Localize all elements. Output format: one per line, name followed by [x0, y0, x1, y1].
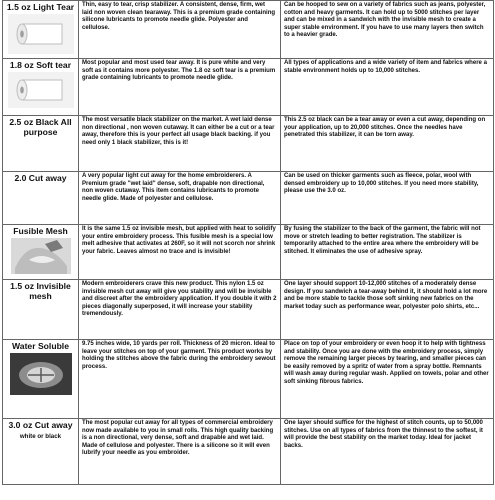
description-cell: Modern embroiderers crave this new product. This nylon 1.5 oz invisible mesh cut away will give you stability and will be invisible and discreet after the embroidery application. If you double it with 2 pieces diagonally superposed, it will increase your stability tremendously. — [79, 280, 281, 340]
product-name: 1.5 oz Light Tear — [6, 2, 75, 12]
uses-cell: All types of applications and a wide variety of item and fabrics where a stable environment holds up to 10,000 stitches. — [281, 59, 494, 116]
product-name: 3.0 oz Cut away — [8, 420, 73, 430]
table-row — [3, 340, 494, 419]
table-row — [3, 1, 494, 59]
stabilizer-table — [2, 0, 494, 485]
product-cell — [3, 172, 79, 225]
uses-cell: One layer should support 10-12,000 stitches of a moderately dense design. If you sandwich a tear-away behind it, it should hold a lot more and be more stable to tackle those soft sinking new fabrics on the market today such as performance wear, polyester polo shirts, etc... — [281, 280, 494, 340]
description-cell: The most versatile black stabilizer on the market. A wet laid dense non directional , non woven cutaway. It can either be a cut or a tear away, therefore this is your perfect all usage black backing. if you need only 1 black stabilizer, this is it! — [79, 116, 281, 172]
table-row — [3, 225, 494, 280]
description-cell: The most popular cut away for all types of commercial embroidery now made available to you in small rolls. This high quality backing is a non directional, very dense, soft and drapable and wet laid. Made of cellulose and polyester. There is a silicone so it will even lubrify your needle as you embroider. — [79, 419, 281, 485]
product-subtitle: white or black — [19, 433, 62, 440]
product-name: 2.0 Cut away — [14, 173, 67, 183]
table-row — [3, 419, 494, 485]
description-cell: It is the same 1.5 oz invisible mesh, but applied with heat to solidify your entire embroidery process. This fusible mesh is a special low melt adhesive that activates at 260F, so it will not scorch nor shrink your fabric. Leaves almost no trace and is invisible! — [79, 225, 281, 280]
description-cell: 9.75 inches wide, 10 yards per roll. Thickness of 20 micron. Ideal to leave your stitches on top of your garment. This product works by holding the stitches above the fabric during the embroidery sewout process. — [79, 340, 281, 419]
uses-cell: By fusing the stabilizer to the back of the garment, the fabric will not move or stretch leading to better registration. The stabilizer is temporarily attached to the entire area where the embroidery will be stitched. It eliminates the use of adhesive spray. — [281, 225, 494, 280]
uses-cell: Place on top of your embroidery or even hoop it to help with tightness and stability. Once you are done with the embroidery process, simply remove the remaining larger pieces by tearing, and smaller pieces can be easily removed by a spritz of water from a spray bottle. Remnants will wash away during regular wash. Applied on towels, polar and other soft sinking fibrous fabrics. — [281, 340, 494, 419]
product-name: Fusible Mesh — [13, 226, 68, 236]
product-cell — [3, 419, 79, 485]
stabilizer-roll-image — [8, 72, 74, 108]
table-row — [3, 116, 494, 172]
water-soluble-photo — [10, 353, 72, 395]
uses-cell: This 2.5 oz black can be a tear away or even a cut away, depending on your application, up to 20,000 stitches. Once the needles have penetrated this stabilizer, it can be torn away. — [281, 116, 494, 172]
table-row — [3, 59, 494, 116]
product-cell — [3, 1, 79, 59]
uses-cell: One layer should suffice for the highest of stitch counts, up to 50,000 stitches. Use on all types of fabrics from the thinnest to the softest, it will provide the best stability on the market today. Ideal for jacket backs. — [281, 419, 494, 485]
product-cell — [3, 340, 79, 419]
fusible-mesh-photo — [11, 238, 71, 274]
uses-cell: Can be hooped to sew on a variety of fabrics such as jeans, polyester, cotton and heavy garments. It can hold up to 5000 stitches per layer and can be mixed in a sandwich with the invisible mesh to create a super stable environment. If you have to use many layers then switch to a heavier grade. — [281, 1, 494, 59]
product-cell — [3, 280, 79, 340]
product-name: 2.5 oz Black All purpose — [9, 117, 72, 137]
product-name: 1.5 oz Invisible mesh — [10, 281, 71, 301]
table-row — [3, 280, 494, 340]
description-cell: Most popular and most used tear away. It is pure white and very soft as it contains more polyester. The 1.8 oz soft tear is a premium grade containing lubricants to promote needle glide. — [79, 59, 281, 116]
product-cell — [3, 59, 79, 116]
product-name: 1.8 oz Soft tear — [9, 60, 72, 70]
product-name: Water Soluble — [12, 341, 69, 351]
table-row — [3, 172, 494, 225]
uses-cell: Can be used on thicker garments such as fleece, polar, wool with densed embroidery up to 10,000 stitches. If you need more stability, please use the 3.0 oz. — [281, 172, 494, 225]
stabilizer-roll-image — [8, 14, 74, 54]
product-cell — [3, 225, 79, 280]
description-cell: A very popular light cut away for the home embroiderers. A Premium grade "wet laid" dense, soft, drapable non directional, non woven cutaway. This item contains lubricants to promote needle glide. Made of polyester and cellulose. — [79, 172, 281, 225]
description-cell: Thin, easy to tear, crisp stabilizer. A consistent, dense, firm, wet laid non woven clean tearaway. This is a premium grade containing silicone lubricants to promote needle glide. Polyester and cellulose. — [79, 1, 281, 59]
product-cell — [3, 116, 79, 172]
